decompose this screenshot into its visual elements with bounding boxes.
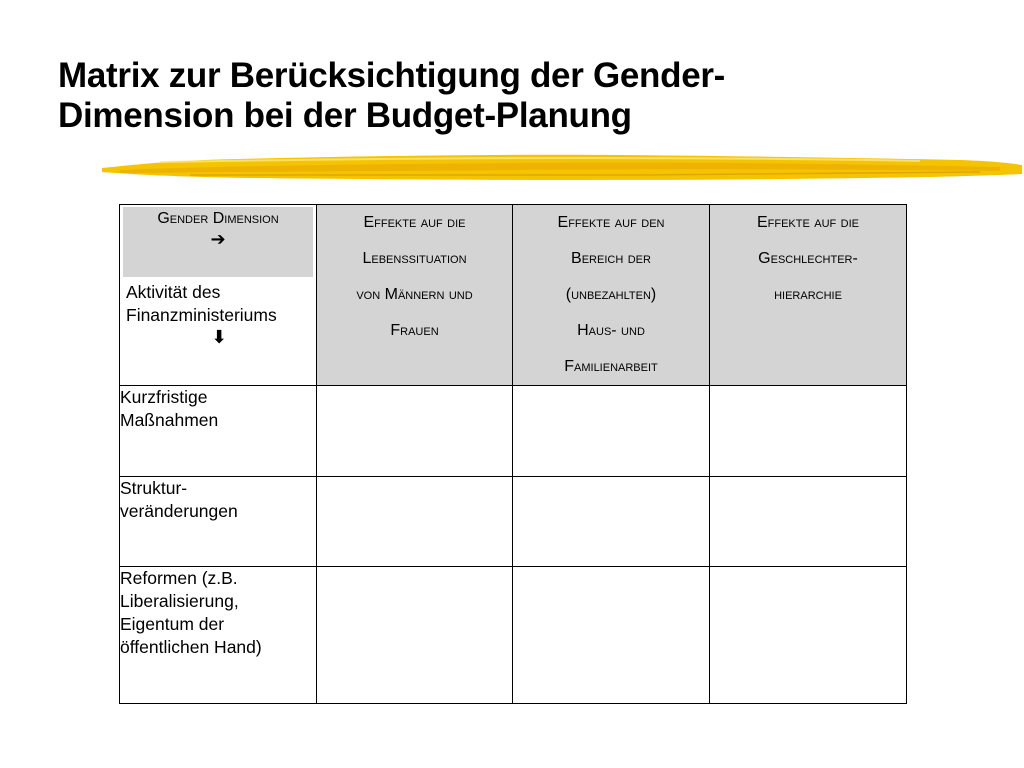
gender-budget-matrix: [119, 204, 907, 704]
header-line: Frauen: [390, 322, 439, 339]
activity-label: [120, 277, 316, 347]
yellow-brush-stroke: [100, 148, 1024, 188]
row-label-kurzfristige-massnahmen: [120, 386, 317, 477]
table-row: [120, 386, 907, 477]
table-row: [120, 567, 907, 704]
corner-cell: [120, 205, 317, 386]
header-line: (unbezahlten): [565, 286, 657, 303]
title-line-2: Dimension bei der Budget-Planung: [58, 96, 632, 135]
row-label-line: Struktur-: [120, 478, 188, 498]
activity-label-line: Finanzministeriums: [126, 305, 277, 325]
matrix-cell: [710, 386, 907, 477]
header-line: von Männern und: [356, 286, 473, 303]
row-label-line: Eigentum der: [120, 614, 225, 634]
slide-title: [58, 56, 958, 136]
header-line: Effekte auf die: [363, 214, 466, 231]
row-label-line: öffentlichen Hand): [120, 637, 262, 657]
header-line: Geschlechter-: [758, 250, 858, 267]
right-arrow-icon: ➔: [210, 229, 226, 249]
header-line: Effekte auf die: [756, 214, 860, 231]
down-arrow-icon: ⬇: [211, 327, 227, 347]
matrix-cell: [513, 386, 710, 477]
matrix-cell: [513, 477, 710, 567]
gender-dimension-label: [123, 207, 313, 277]
activity-label-line: Aktivität des: [126, 282, 221, 302]
row-label-reformen: [120, 567, 317, 704]
row-label-line: Kurzfristige: [120, 387, 208, 407]
matrix-cell: [317, 567, 513, 704]
header-line: Haus- und: [577, 322, 645, 339]
gender-dimension-text: Gender Dimension: [157, 210, 279, 227]
header-line: Bereich der: [571, 250, 651, 267]
column-header-geschlechterhierarchie: [710, 205, 907, 386]
row-label-line: Maßnahmen: [120, 410, 219, 430]
row-label-strukturveraenderungen: [120, 477, 317, 567]
row-label-line: Reformen (z.B.: [120, 568, 238, 588]
header-line: Effekte auf den: [557, 214, 665, 231]
header-line: Lebenssituation: [362, 250, 467, 267]
title-line-1: Matrix zur Berücksichtigung der Gender-: [58, 56, 726, 95]
matrix-cell: [317, 477, 513, 567]
matrix-cell: [710, 477, 907, 567]
header-row: [120, 205, 907, 386]
column-header-familienarbeit: [513, 205, 710, 386]
matrix-cell: [513, 567, 710, 704]
table-row: [120, 477, 907, 567]
row-label-line: Liberalisierung,: [120, 591, 239, 611]
row-label-line: veränderungen: [120, 501, 238, 521]
header-line: hierarchie: [774, 286, 842, 303]
matrix-cell: [317, 386, 513, 477]
matrix-cell: [710, 567, 907, 704]
column-header-lebenssituation: [317, 205, 513, 386]
header-line: Familienarbeit: [564, 358, 658, 375]
